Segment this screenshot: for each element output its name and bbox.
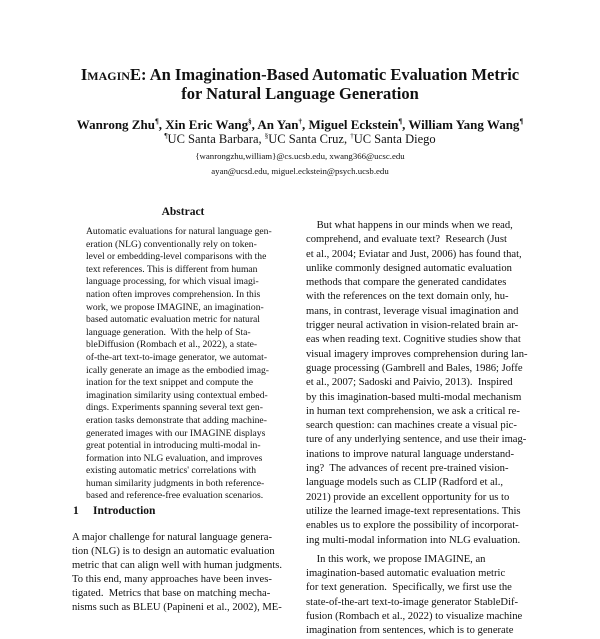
abstract-line: eration (NLG) conventionally rely on token- bbox=[86, 238, 257, 250]
paragraph-line: 2021) provide an excellent opportunity for us to bbox=[306, 491, 510, 503]
affiliation-mark: ¶ bbox=[164, 131, 168, 140]
paragraph-line: unlike commonly designed automatic evaluation bbox=[306, 262, 512, 274]
paragraph-line: with the references on the text domain only, hu- bbox=[306, 291, 509, 303]
author-mark: † bbox=[298, 117, 302, 126]
abstract-line: based automatic evaluation metric for natural bbox=[86, 314, 260, 326]
author-name: Wanrong Zhu bbox=[76, 117, 155, 132]
author-mark: ¶ bbox=[519, 117, 524, 126]
section-title: Introduction bbox=[93, 505, 156, 517]
abstract-line: eration tasks demonstrate that adding machine- bbox=[86, 414, 267, 426]
abstract-line: work, we propose IMAGINE, an imagination- bbox=[86, 301, 264, 313]
right-column-body bbox=[306, 219, 532, 639]
introduction-line: tigated. Metrics that base on matching mecha- bbox=[72, 588, 271, 599]
author-name: Xin Eric Wang bbox=[165, 117, 249, 132]
paragraph-line: fusion (Rombach et al., 2022) to visualize machine bbox=[306, 611, 523, 623]
paragraph-line: imagination-based automatic evaluation metric bbox=[306, 568, 506, 580]
paragraph-line: trigger neural activation in vision-related brain ar- bbox=[306, 320, 519, 332]
paragraph-line: visual imagery improves comprehension during lan- bbox=[306, 348, 528, 360]
paragraph-line: language models such as CLIP (Radford et al., bbox=[306, 477, 504, 489]
abstract-line: dings. Experiments spanning several text gen- bbox=[86, 402, 263, 414]
abstract-line: bleDiffusion (Rombach et al., 2022), a state- bbox=[86, 339, 258, 351]
section-number: 1 bbox=[73, 505, 79, 517]
abstract-line: existing automatic metrics' correlations with bbox=[86, 465, 257, 477]
paragraph-line: guage processing (Gambrell and Bales, 1986; Joffe bbox=[306, 362, 523, 374]
email-line-1: {wanrongzhu,william}@cs.ucsb.edu, xwang366@ucsc.edu bbox=[195, 151, 405, 161]
abstract-line: based and reference-free evaluation scenarios. bbox=[86, 490, 264, 502]
paragraph-line: ture of any underlying sentence, and use their imag- bbox=[306, 434, 527, 446]
paragraph-line: et al., 2004; Eviatar and Just, 2006) has found that, bbox=[306, 248, 522, 260]
abstract-line: level or embedding-level comparisons with the bbox=[86, 251, 267, 263]
abstract-line: generated images with our IMAGINE displays bbox=[86, 427, 266, 439]
paragraph-line: for text generation. Specifically, we first use the bbox=[306, 582, 512, 594]
affiliation-list: ¶UC Santa Barbara, §UC Santa Cruz, †UC Santa Diego bbox=[164, 131, 436, 146]
paragraph-line: utilize the learned image-text representations. This bbox=[306, 505, 521, 517]
abstract-body bbox=[86, 226, 281, 503]
affiliation-name: UC Santa Diego bbox=[353, 132, 436, 146]
email-line-2: ayan@ucsd.edu, miguel.eckstein@psych.ucsb.edu bbox=[211, 166, 389, 176]
affiliation-name: UC Santa Barbara bbox=[167, 132, 259, 146]
author-mark: ¶ bbox=[398, 117, 403, 126]
title-rest: : An Imagination-Based Automatic Evaluation Metric bbox=[140, 65, 520, 84]
author-name: William Yang Wang bbox=[408, 117, 520, 132]
paper-title bbox=[60, 66, 540, 103]
introduction-line: tion (NLG) is to design an automatic evaluation bbox=[72, 546, 275, 557]
introduction-line: A major challenge for natural language genera- bbox=[72, 532, 273, 543]
abstract-line: imagination similarity using contextual embed- bbox=[86, 389, 268, 401]
abstract-line: ically generate an image as the embodied imag- bbox=[86, 364, 270, 376]
paragraph-line: eas when reading text. Cognitive studies show that bbox=[306, 334, 521, 346]
author-list: Wanrong Zhu¶, Xin Eric Wang§, An Yan†, Miguel Eckstein¶, William Yang Wang¶ bbox=[76, 117, 524, 132]
introduction-line: nisms such as BLEU (Papineni et al., 2002), ME- bbox=[72, 602, 282, 613]
paragraph-line: enables us to explore the possibility of incorporat- bbox=[306, 520, 519, 532]
paragraph-line: ing multi-modal information into NLG evaluation. bbox=[306, 534, 521, 546]
author-mark: ¶ bbox=[154, 117, 159, 126]
abstract-line: great potential in introducing multi-modal in- bbox=[86, 440, 261, 452]
author-name: Miguel Eckstein bbox=[308, 117, 399, 132]
abstract-line: human similarity judgments in both reference- bbox=[86, 477, 265, 489]
paragraph-line: in human text comprehension, we ask a critical re- bbox=[306, 405, 520, 417]
title-prefix: ImaginE bbox=[80, 65, 141, 84]
paragraph-line: In this work, we propose IMAGINE, an bbox=[306, 553, 486, 565]
abstract-line: of-the-art text-to-image generator, we automat- bbox=[86, 351, 268, 363]
abstract-line: formation into NLG evaluation, and improves bbox=[86, 452, 263, 464]
paragraph-line: search question: can machines create a visual pic- bbox=[306, 420, 517, 432]
abstract-line: text references. This is different from human bbox=[86, 263, 258, 275]
introduction-line: metric that can align well with human judgments. bbox=[72, 560, 283, 571]
paragraph-line: But what happens in our minds when we read, bbox=[306, 220, 513, 231]
abstract-heading: Abstract bbox=[161, 206, 205, 218]
paragraph-line: by this imagination-based multi-modal mechanism bbox=[306, 391, 522, 403]
abstract-line: Automatic evaluations for natural language gen- bbox=[86, 226, 272, 237]
abstract-line: nation often improves comprehension. In this bbox=[86, 288, 261, 300]
abstract-line: language processing, for which visual imagi- bbox=[86, 276, 259, 288]
affiliation-mark: § bbox=[264, 131, 269, 140]
paragraph-line: mans, in contrast, leverage visual imagination and bbox=[306, 305, 519, 317]
paragraph-line: inations to improve natural language understand- bbox=[306, 448, 514, 460]
paragraph-line: et al., 2007; Sadoski and Paivio, 2013). Inspired bbox=[306, 377, 513, 389]
paragraph-line: state-of-the-art text-to-image generator StableDif- bbox=[306, 596, 519, 608]
abstract-line: ination for the text snippet and compute the bbox=[86, 377, 254, 389]
paragraph-line: ing? The advances of recent pre-trained vision- bbox=[306, 463, 509, 475]
title-line-2: for Natural Language Generation bbox=[181, 83, 419, 103]
author-name: An Yan bbox=[257, 117, 299, 132]
abstract-line: language generation. With the help of Sta- bbox=[86, 326, 251, 338]
paragraph-line: imagination from sentences, which is to generate bbox=[306, 625, 514, 637]
affiliation-name: UC Santa Cruz bbox=[268, 132, 344, 146]
introduction-body bbox=[72, 531, 296, 615]
paragraph-line: methods that compare the generated candidates bbox=[306, 277, 507, 289]
section-heading-introduction bbox=[73, 505, 155, 517]
paragraph-line: comprehend, and evaluate text? Research (Just bbox=[306, 234, 507, 246]
title-line-1 bbox=[60, 66, 540, 85]
introduction-line: To this end, many approaches have been inves- bbox=[72, 574, 272, 585]
affiliation-mark: † bbox=[350, 131, 354, 140]
author-mark: § bbox=[248, 117, 252, 126]
